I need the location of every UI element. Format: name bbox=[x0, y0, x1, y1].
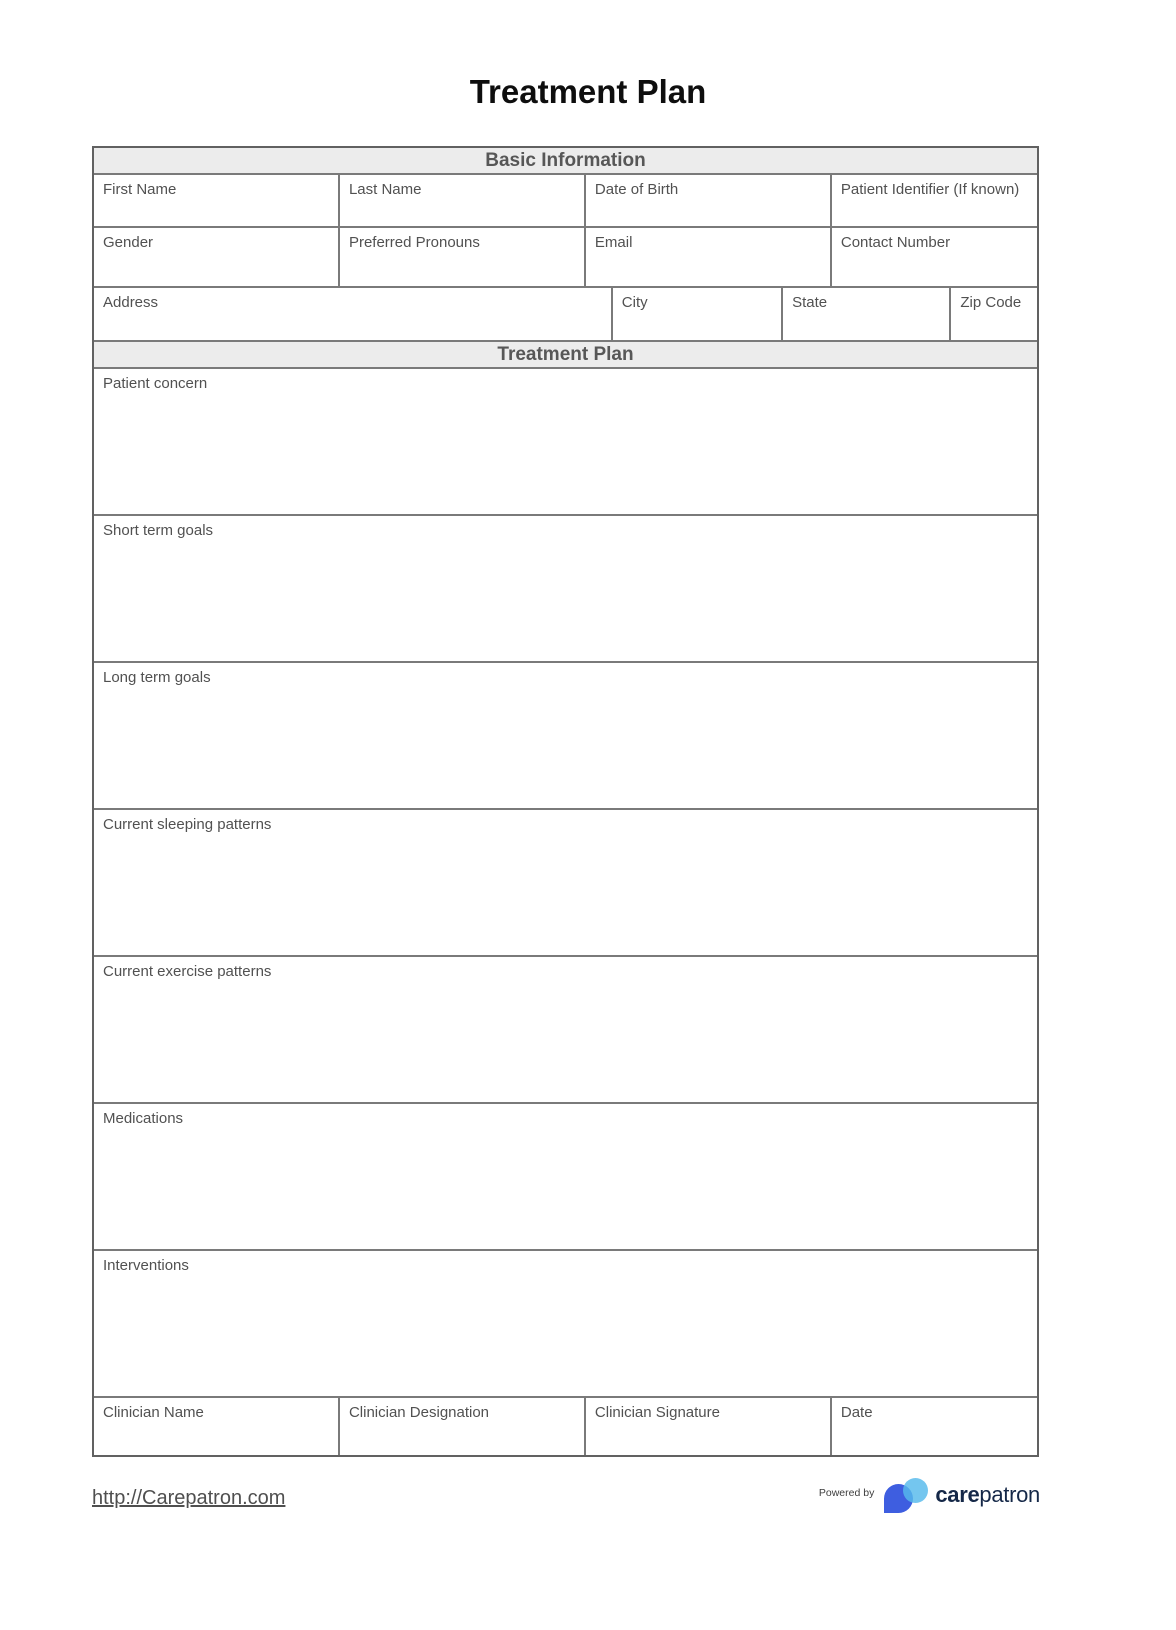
basic-info-row-2 bbox=[94, 228, 1037, 288]
patient-concern-field[interactable] bbox=[94, 369, 1037, 516]
zip-code-label: Zip Code bbox=[960, 294, 1022, 311]
patient-concern-label: Patient concern bbox=[103, 375, 208, 392]
clinician-name-label: Clinician Name bbox=[103, 1404, 204, 1421]
zip-code-field[interactable] bbox=[951, 288, 1037, 340]
exercise-patterns-label: Current exercise patterns bbox=[103, 963, 272, 980]
preferred-pronouns-field[interactable] bbox=[340, 228, 586, 286]
clinician-designation-label: Clinician Designation bbox=[348, 1404, 490, 1421]
carepatron-logo-icon bbox=[884, 1477, 929, 1513]
logo-circle-icon bbox=[903, 1478, 928, 1503]
interventions-field[interactable] bbox=[94, 1251, 1037, 1398]
short-term-goals-field[interactable] bbox=[94, 516, 1037, 663]
medications-label: Medications bbox=[103, 1110, 184, 1127]
address-field[interactable] bbox=[94, 288, 613, 340]
city-label: City bbox=[621, 294, 648, 311]
contact-number-label: Contact Number bbox=[840, 234, 951, 251]
wordmark-care: care bbox=[935, 1482, 980, 1507]
clinician-designation-field[interactable] bbox=[340, 1398, 586, 1455]
clinician-name-field[interactable] bbox=[94, 1398, 340, 1455]
patient-identifier-field[interactable] bbox=[832, 175, 1037, 226]
signature-row bbox=[94, 1398, 1037, 1455]
email-field[interactable] bbox=[586, 228, 832, 286]
sleeping-patterns-label: Current sleeping patterns bbox=[103, 816, 272, 833]
last-name-label: Last Name bbox=[348, 181, 422, 198]
state-field[interactable] bbox=[783, 288, 951, 340]
date-of-birth-label: Date of Birth bbox=[594, 181, 679, 198]
carepatron-link[interactable]: http://Carepatron.com bbox=[92, 1487, 286, 1509]
gender-field[interactable] bbox=[94, 228, 340, 286]
interventions-label: Interventions bbox=[103, 1257, 189, 1274]
powered-by-label: Powered by bbox=[818, 1487, 875, 1499]
clinician-signature-label: Clinician Signature bbox=[594, 1404, 720, 1421]
state-label: State bbox=[792, 294, 828, 311]
page-footer bbox=[92, 1477, 1040, 1513]
date-field[interactable] bbox=[832, 1398, 1037, 1455]
preferred-pronouns-label: Preferred Pronouns bbox=[348, 234, 480, 251]
city-field[interactable] bbox=[613, 288, 783, 340]
address-label: Address bbox=[103, 294, 159, 311]
basic-info-row-3 bbox=[94, 288, 1037, 342]
wordmark-patron: patron bbox=[979, 1482, 1040, 1507]
carepatron-wordmark bbox=[935, 1477, 1040, 1513]
basic-information-header: Basic Information bbox=[94, 148, 1037, 175]
patient-identifier-label: Patient Identifier (If known) bbox=[840, 181, 1020, 198]
treatment-plan-form bbox=[92, 146, 1039, 1457]
short-term-goals-label: Short term goals bbox=[103, 522, 214, 539]
medications-field[interactable] bbox=[94, 1104, 1037, 1251]
last-name-field[interactable] bbox=[340, 175, 586, 226]
exercise-patterns-field[interactable] bbox=[94, 957, 1037, 1104]
page-title: Treatment Plan bbox=[469, 73, 707, 110]
contact-number-field[interactable] bbox=[832, 228, 1037, 286]
email-label: Email bbox=[594, 234, 633, 251]
long-term-goals-label: Long term goals bbox=[103, 669, 211, 686]
date-label: Date bbox=[840, 1404, 873, 1421]
date-of-birth-field[interactable] bbox=[586, 175, 832, 226]
clinician-signature-field[interactable] bbox=[586, 1398, 832, 1455]
gender-label: Gender bbox=[103, 234, 154, 251]
basic-info-row-1 bbox=[94, 175, 1037, 228]
first-name-field[interactable] bbox=[94, 175, 340, 226]
treatment-plan-header: Treatment Plan bbox=[94, 342, 1037, 369]
powered-by-group bbox=[819, 1477, 1040, 1513]
first-name-label: First Name bbox=[103, 181, 177, 198]
sleeping-patterns-field[interactable] bbox=[94, 810, 1037, 957]
long-term-goals-field[interactable] bbox=[94, 663, 1037, 810]
